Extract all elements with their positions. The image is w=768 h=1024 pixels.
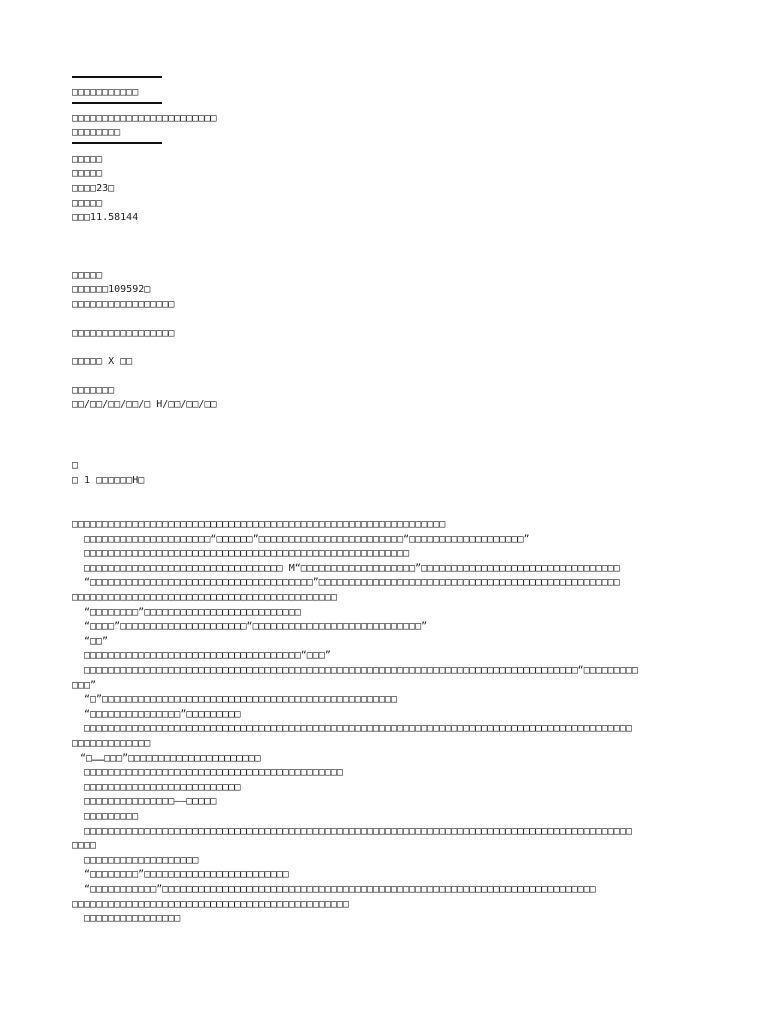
doc-subtitle-2: □□□□□□□□ xyxy=(72,127,121,139)
meta-line: □□□□□□□ xyxy=(72,384,115,396)
text-line: □□□□□□□□□□□□□□□□□□□□□□□□□□□□□□□□□□□□□□□□□□□□ xyxy=(72,592,337,604)
text-line: □□□□□□□□□□□□□ xyxy=(72,738,151,749)
text-line: □□□□□□□□□□□□□□□□□□□□□“□□□□□□”□□□□□□□□□□□□□□□□□□□□□□□□“□□□□□□□□□□□□□□□□□□□” xyxy=(84,533,530,545)
text-line: □□□□□□□□□□□□□□□□□□□□□□□□□□ xyxy=(84,781,241,793)
text-line: “□□□□”□□□□□□□□□□□□□□□□□□□□□“□□□□□□□□□□□□□□□□□□□□□□□□□□□□” xyxy=(84,621,428,633)
text-line: □□□□□□□□□□□□□□□□□□□□□□□□□□□□□□□□□□□□□□□□□□□□□□□□□□□□□□□□□□□□□□□□□□□□□□□□□□□□□□□□□□□□□□□□□□□ xyxy=(84,723,632,735)
text-line: “□……□□□”□□□□□□□□□□□□□□□□□□□□□□ xyxy=(80,752,261,764)
chapter-heading xyxy=(72,459,712,488)
meta-line: □□□11.58144 xyxy=(72,212,139,224)
text-line: “□”□□□□□□□□□□□□□□□□□□□□□□□□□□□□□□□□□□□□□□□□□□□□□□□□□ xyxy=(84,694,398,706)
text-line: □□□□□□□□□□□□□□□□□□□□□□□□□□□□□□□□□□□□□□□□□□□ xyxy=(84,767,343,779)
metadata-block xyxy=(72,153,712,413)
document-page xyxy=(72,72,712,927)
text-line: “□□” xyxy=(84,635,109,647)
text-line: “□□□□□□□□□□□□□□□□□□□□□□□□□□□□□□□□□□□□□”□□□□□□□□□□□□□□□□□□□□□□□□□□□□□□□□□□□□□□□□□□□□□□□□□□ xyxy=(84,577,620,589)
meta-line: □□□□□□□□□□□□□□□□□ xyxy=(72,298,175,310)
text-line: □□□□□□□□□ xyxy=(84,810,139,822)
text-line: □□□□□□□□□□□□□□□□ xyxy=(84,913,181,925)
doc-title: □□□□□□□□□□□ xyxy=(72,87,139,98)
meta-line: □□□□□□□□□□□□□□□□□ xyxy=(72,327,175,339)
text-line: □□□□□□□□□□□□□□□□□□□ xyxy=(84,854,199,866)
meta-line: □□/□□/□□/□□/□ H/□□/□□/□□ xyxy=(72,399,217,411)
text-line: □□□□□□□□□□□□□□□□□□□□□□□□□□□□□□□□□□□□□□□□□□□□□□□□□□□□□□□□□□□□□□ xyxy=(72,519,446,531)
text-line: □□□□□□□□□□□□□□□□□□□□□□□□□□□□□□□□□ M“□□□□□□□□□□□□□□□□□□□”□□□□□□□□□□□□□□□□□□□□□□□□□□□□□□□□□ xyxy=(84,562,620,574)
meta-line: □□□□□ xyxy=(72,168,103,180)
text-line: □□□□□□□□□□□□□□□——□□□□□ xyxy=(84,796,217,808)
meta-line: □□□□□ xyxy=(72,197,103,209)
text-line: “□□□□□□□□□□□”□□□□□□□□□□□□□□□□□□□□□□□□□□□□□□□□□□□□□□□□□□□□□□□□□□□□□□□□□□□□□□□□□□□□□□□□ xyxy=(84,883,596,895)
body-text xyxy=(72,518,712,927)
meta-line: □□□□□□109592□ xyxy=(72,284,151,296)
doc-subtitle: □□□□□□□□□□□□□□□□□□□□□□□□ xyxy=(72,112,217,124)
text-line: □□□□□□□□□□□□□□□□□□□□□□□□□□□□□□□□□□□□“□□□” xyxy=(84,650,331,662)
meta-line: □□□□□ xyxy=(72,269,103,281)
rule-under-subtitle xyxy=(72,142,162,144)
text-line: □□□□□□□□□□□□□□□□□□□□□□□□□□□□□□□□□□□□□□□□□□□□□□□□□□□□□□□□□□□□□□□□□□□□□□□□□□□□□□□□□□“□□□□□□□□□ xyxy=(84,665,638,677)
meta-line: □□□□□ xyxy=(72,153,103,165)
text-line: □□□□□□□□□□□□□□□□□□□□□□□□□□□□□□□□□□□□□□□□□□□□□□□□□□□□□□□□□□□□□□□□□□□□□□□□□□□□□□□□□□□□□□□□□□□ xyxy=(84,825,632,837)
rule-under-title xyxy=(72,102,162,104)
chapter-title: □ 1 □□□□□□H□ xyxy=(72,474,145,486)
text-line: □□□□□□□□□□□□□□□□□□□□□□□□□□□□□□□□□□□□□□□□□□□□□□□□□□□□□□ xyxy=(84,548,410,560)
text-line: “□□□□□□□□□□□□□□□”□□□□□□□□□ xyxy=(84,708,241,720)
rule-top xyxy=(72,76,162,78)
text-line: “□□□□□□□□”□□□□□□□□□□□□□□□□□□□□□□□□□□ xyxy=(84,606,301,618)
chapter-mark: □ xyxy=(72,459,79,471)
meta-line: □□□□□ X □□ xyxy=(72,356,133,368)
text-line: “□□□□□□□□”□□□□□□□□□□□□□□□□□□□□□□□□ xyxy=(84,869,289,881)
meta-line: □□□□23□ xyxy=(72,182,115,194)
text-line: □□□□□□□□□□□□□□□□□□□□□□□□□□□□□□□□□□□□□□□□□□□□□□ xyxy=(72,898,349,910)
text-line: □□□” xyxy=(72,679,97,691)
text-line: □□□□ xyxy=(72,840,97,852)
